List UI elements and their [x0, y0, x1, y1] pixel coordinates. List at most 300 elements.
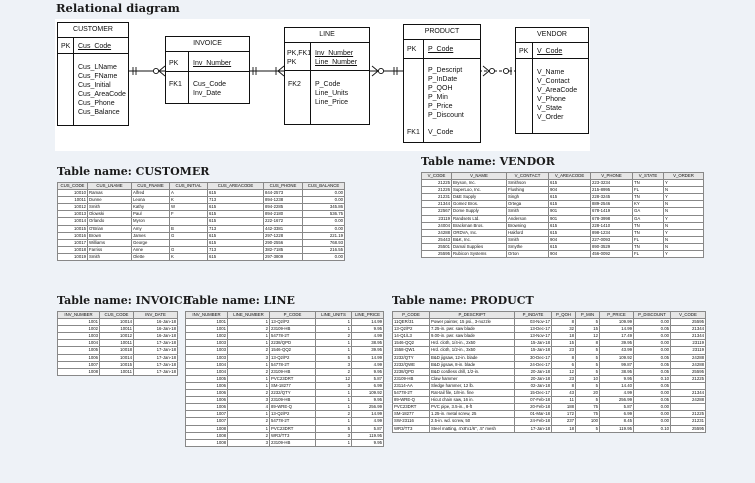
table-row: [186, 404, 384, 411]
table-cell: Dome Supply: [452, 208, 507, 215]
table-cell: 38.95: [352, 340, 384, 347]
table-cell: 6.99: [600, 411, 634, 418]
table-cell: 3: [228, 397, 270, 404]
table-cell: Hrd. cloth, 1/4-in., 2x50: [430, 340, 515, 347]
table-cell: 1: [228, 425, 270, 432]
table-cell: 21226: [422, 187, 452, 194]
table-cell: 456-0092: [591, 251, 633, 258]
invoice-table-heading: Table name: INVOICE: [57, 294, 192, 307]
table-row: [393, 397, 706, 404]
table-cell: Ortega: [507, 201, 549, 208]
table-cell: 14-Q1/L3: [393, 333, 430, 340]
table-cell: 12: [316, 375, 352, 382]
table-cell: 12: [552, 368, 576, 375]
column-header: CUS_CODE: [58, 183, 88, 190]
table-cell: 99.87: [600, 361, 634, 368]
table-cell: 0.00: [303, 197, 345, 204]
table-cell: 713: [208, 225, 264, 232]
attribute: V_Contact: [537, 78, 570, 85]
attribute: V_AreaCode: [537, 87, 578, 94]
table-cell: Orton: [507, 251, 549, 258]
table-cell: 18: [552, 333, 576, 340]
table-cell: 10012: [100, 333, 134, 340]
table-cell: 0.00: [303, 218, 345, 225]
table-cell: Singh: [507, 194, 549, 201]
table-cell: 894-2180: [264, 211, 303, 218]
table-cell: 25595: [671, 425, 706, 432]
table-cell: 5: [576, 354, 600, 361]
table-cell: 10010: [58, 190, 88, 197]
table-cell: 24004: [422, 222, 452, 229]
table-cell: Hicut chain saw, 16 in.: [430, 397, 515, 404]
table-cell: N: [664, 222, 704, 229]
table-cell: 615: [549, 201, 591, 208]
attribute: Cus_Phone: [78, 100, 115, 107]
table-cell: 10014: [100, 354, 134, 361]
table-cell: 23109-HB: [270, 397, 316, 404]
table-cell: 1006: [186, 382, 228, 389]
table-cell: 23119: [422, 215, 452, 222]
column-header: CUS_PHONE: [264, 183, 303, 190]
table-cell: 0.05: [634, 361, 671, 368]
table-cell: 5: [576, 319, 600, 326]
table-row: [186, 326, 384, 333]
product-table: [392, 311, 706, 433]
table-row: [186, 347, 384, 354]
table-cell: 10015: [58, 225, 88, 232]
table-row: [186, 411, 384, 418]
attribute: P_InDate: [428, 76, 458, 83]
table-cell: 1004: [58, 340, 100, 347]
table-row: [393, 340, 706, 347]
table-cell: FL: [633, 187, 664, 194]
table-cell: 17-Jan-18: [134, 368, 178, 375]
column-header: V_ORDER: [664, 173, 704, 180]
table-cell: 1: [316, 439, 352, 446]
customer-table: [57, 182, 345, 261]
table-cell: 2: [228, 432, 270, 439]
table-cell: 2: [228, 326, 270, 333]
table-cell: 290-2556: [264, 239, 303, 246]
table-cell: Rubicon Systems: [452, 251, 507, 258]
table-row: [422, 251, 704, 258]
table-row: [393, 418, 706, 425]
attribute: Cus_AreaCode: [78, 91, 126, 98]
table-cell: Alfred: [132, 190, 170, 197]
column-header: CUS_BALANCE: [303, 183, 345, 190]
table-cell: 442-3381: [264, 225, 303, 232]
table-cell: George: [132, 239, 170, 246]
table-cell: 21231: [671, 418, 706, 425]
table-cell: 14.99: [352, 411, 384, 418]
table-cell: 0.00: [634, 340, 671, 347]
column-header: P_DISCOUNT: [634, 312, 671, 319]
table-cell: Power painter, 15 psi., 3-nozzle: [430, 319, 515, 326]
table-cell: 1008: [58, 368, 100, 375]
table-cell: SW-23116: [393, 418, 430, 425]
table-cell: [170, 239, 208, 246]
fk-label: FK1: [169, 81, 182, 88]
table-cell: 23109-HB: [270, 368, 316, 375]
table-cell: 223-3234: [591, 180, 633, 187]
table-cell: 5.87: [352, 375, 384, 382]
table-cell: N: [664, 201, 704, 208]
table-row: [393, 354, 706, 361]
table-cell: 20-Jan-18: [515, 375, 552, 382]
entity-name: CUSTOMER: [58, 23, 128, 38]
table-cell: Smythe: [507, 243, 549, 250]
table-cell: PVC23DRT: [393, 404, 430, 411]
table-cell: Bryson, Inc.: [452, 180, 507, 187]
table-cell: 1006: [186, 404, 228, 411]
table-cell: 1: [228, 375, 270, 382]
table-cell: 21344: [671, 333, 706, 340]
table-cell: 0.00: [303, 253, 345, 260]
table-cell: 30-Dec-17: [515, 354, 552, 361]
table-cell: Sledge hammer, 12 lb.: [430, 382, 515, 389]
table-cell: 23: [552, 375, 576, 382]
header-row: [393, 312, 706, 319]
table-cell: Brackman Bros.: [452, 222, 507, 229]
table-row: [393, 319, 706, 326]
table-cell: 15-Jan-18: [515, 340, 552, 347]
table-cell: 10: [576, 375, 600, 382]
table-cell: 4: [228, 404, 270, 411]
table-cell: 24288: [422, 229, 452, 236]
table-row: [186, 439, 384, 446]
table-cell: 536.75: [303, 211, 345, 218]
table-cell: Brown: [88, 232, 132, 239]
table-cell: 615: [208, 232, 264, 239]
table-cell: 8: [552, 354, 576, 361]
column-header: P_PRICE: [600, 312, 634, 319]
table-cell: 1: [316, 340, 352, 347]
table-cell: 1001: [186, 319, 228, 326]
table-row: [186, 397, 384, 404]
pk-label: PK,FK1: [287, 50, 312, 57]
table-cell: 713: [208, 246, 264, 253]
table-cell: 10016: [58, 232, 88, 239]
table-cell: 345.86: [303, 204, 345, 211]
column-header: P_CODE: [393, 312, 430, 319]
table-cell: 9.95: [352, 326, 384, 333]
pk-label: PK: [519, 48, 529, 55]
table-cell: 2238/QPD: [270, 340, 316, 347]
table-cell: 215-8995: [591, 187, 633, 194]
table-cell: 1: [228, 382, 270, 389]
table-cell: 0.05: [634, 354, 671, 361]
table-cell: 0.00: [634, 333, 671, 340]
table-cell: 10014: [58, 218, 88, 225]
table-cell: Smith: [507, 236, 549, 243]
column-header: LINE_PRICE: [352, 312, 384, 319]
table-row: [58, 190, 345, 197]
column-header: P_MIN: [576, 312, 600, 319]
attribute: V_Phone: [537, 96, 566, 103]
table-cell: Orlando: [88, 218, 132, 225]
attribute: Line_Price: [315, 99, 349, 106]
table-cell: 2: [316, 411, 352, 418]
product-table-heading: Table name: PRODUCT: [392, 294, 534, 307]
customer-entity: [57, 22, 129, 126]
table-cell: 0.05: [634, 326, 671, 333]
table-cell: 1008: [186, 425, 228, 432]
table-cell: 17.49: [600, 333, 634, 340]
table-cell: 0.10: [634, 375, 671, 382]
table-cell: 22567: [422, 208, 452, 215]
table-cell: 25595: [671, 319, 706, 326]
header-row: [186, 312, 384, 319]
column-header: V_CODE: [671, 312, 706, 319]
table-cell: 678-1419: [591, 208, 633, 215]
table-cell: 8: [576, 340, 600, 347]
table-cell: 75: [576, 404, 600, 411]
table-cell: TN: [633, 243, 664, 250]
table-cell: Myron: [132, 218, 170, 225]
table-cell: 2: [228, 347, 270, 354]
table-cell: PVC pipe, 3.5-in., 8-ft: [430, 404, 515, 411]
table-cell: 0.00: [634, 347, 671, 354]
column-header: P_QOH: [552, 312, 576, 319]
entity-name: INVOICE: [166, 37, 249, 52]
attribute: P_Price: [428, 103, 453, 110]
table-cell: 2: [316, 333, 352, 340]
table-cell: Smith: [507, 208, 549, 215]
table-cell: 14.99: [352, 319, 384, 326]
table-cell: 10011: [58, 197, 88, 204]
table-cell: GA: [633, 215, 664, 222]
table-cell: 1546-QQ2: [393, 340, 430, 347]
table-cell: 10012: [58, 204, 88, 211]
table-row: [393, 382, 706, 389]
column-header: CUS_LNAME: [88, 183, 132, 190]
table-cell: 901: [549, 208, 591, 215]
table-cell: 10011: [100, 326, 134, 333]
table-row: [58, 253, 345, 260]
column-header: V_STATE: [633, 173, 664, 180]
table-cell: 1004: [186, 368, 228, 375]
table-cell: Y: [664, 194, 704, 201]
table-row: [422, 201, 704, 208]
table-cell: 24-Feb-18: [515, 418, 552, 425]
table-row: [58, 218, 345, 225]
table-cell: 38.95: [600, 368, 634, 375]
column-header: CUS_AREACODE: [208, 183, 264, 190]
table-row: [58, 354, 178, 361]
table-cell: 1: [228, 340, 270, 347]
table-cell: 23109-HB: [270, 439, 316, 446]
table-cell: 39.95: [352, 347, 384, 354]
table-cell: 1: [316, 347, 352, 354]
table-cell: 3: [316, 361, 352, 368]
pk-label: PK: [61, 43, 71, 50]
table-row: [58, 347, 178, 354]
table-cell: 0.05: [634, 397, 671, 404]
table-row: [393, 333, 706, 340]
table-cell: 0.10: [634, 425, 671, 432]
table-cell: 3: [228, 354, 270, 361]
column-header: INV_NUMBER: [186, 312, 228, 319]
customer-table-heading: Table name: CUSTOMER: [57, 165, 210, 178]
table-cell: 615: [549, 180, 591, 187]
table-cell: 221.19: [303, 232, 345, 239]
table-cell: 75: [576, 411, 600, 418]
column-header: V_AREACODE: [549, 173, 591, 180]
table-cell: 1005: [186, 375, 228, 382]
table-cell: 1007: [186, 411, 228, 418]
table-cell: 0.00: [634, 404, 671, 411]
table-cell: 1003: [186, 354, 228, 361]
table-cell: 1002: [58, 326, 100, 333]
column-header: CUS_FNAME: [132, 183, 170, 190]
table-cell: 1003: [58, 333, 100, 340]
table-cell: 9.95: [352, 368, 384, 375]
table-cell: 5: [576, 382, 600, 389]
table-cell: GA: [633, 208, 664, 215]
table-cell: 898-1234: [591, 229, 633, 236]
attribute: Cus_Initial: [78, 82, 111, 89]
table-cell: 21225: [671, 375, 706, 382]
table-cell: 25443: [422, 236, 452, 243]
table-cell: SM-18277: [270, 382, 316, 389]
table-cell: 5: [576, 397, 600, 404]
table-cell: 2232/QTY: [393, 354, 430, 361]
entity-name: PRODUCT: [404, 25, 480, 40]
table-cell: N: [664, 187, 704, 194]
table-row: [393, 347, 706, 354]
table-cell: 39.95: [600, 340, 634, 347]
table-cell: 1008: [186, 439, 228, 446]
table-cell: 615: [208, 253, 264, 260]
table-cell: 5: [576, 425, 600, 432]
table-cell: 6.99: [352, 382, 384, 389]
table-cell: Ramas: [88, 190, 132, 197]
table-cell: Randsets Ltd.: [452, 215, 507, 222]
table-cell: 13-Q2/P2: [393, 326, 430, 333]
table-cell: 1002: [186, 333, 228, 340]
table-cell: 21344: [422, 201, 452, 208]
table-cell: 100: [576, 418, 600, 425]
column-header: LINE_NUMBER: [228, 312, 270, 319]
table-cell: 14.40: [600, 382, 634, 389]
table-cell: 17-Jan-18: [515, 425, 552, 432]
table-cell: Rat-tail file, 1/8-in. fine: [430, 390, 515, 397]
table-cell: Paul: [132, 211, 170, 218]
table-cell: 615: [208, 211, 264, 218]
table-cell: 23: [552, 347, 576, 354]
table-cell: [671, 382, 706, 389]
table-cell: 3: [316, 432, 352, 439]
table-row: [186, 368, 384, 375]
table-cell: 13-Q2/P2: [270, 411, 316, 418]
table-cell: 615: [549, 194, 591, 201]
table-cell: B&D cordless drill, 1/2-in.: [430, 368, 515, 375]
table-cell: 713: [208, 197, 264, 204]
table-row: [186, 319, 384, 326]
pk-attribute: Line_Number: [315, 59, 358, 66]
table-cell: 382-7185: [264, 246, 303, 253]
column-header: INV_NUMBER: [58, 312, 100, 319]
table-cell: 904: [549, 251, 591, 258]
table-cell: 615: [208, 239, 264, 246]
table-cell: 1: [228, 333, 270, 340]
table-cell: 02-Jan-18: [515, 382, 552, 389]
table-cell: 2: [228, 418, 270, 425]
table-cell: 615: [208, 218, 264, 225]
pk-attribute: Inv_Number: [193, 60, 232, 67]
table-cell: 89-WRE-Q: [393, 397, 430, 404]
table-row: [422, 208, 704, 215]
table-row: [393, 411, 706, 418]
table-cell: 13-Q2/P2: [270, 319, 316, 326]
table-cell: 5: [316, 354, 352, 361]
table-cell: N: [664, 208, 704, 215]
table-row: [58, 211, 345, 218]
table-cell: 14.99: [352, 354, 384, 361]
table-cell: 10018: [100, 347, 134, 354]
table-cell: Y: [664, 251, 704, 258]
attribute: P_Discount: [428, 112, 464, 119]
table-cell: Kathy: [132, 204, 170, 211]
table-cell: 1: [316, 418, 352, 425]
table-cell: 297-1228: [264, 232, 303, 239]
table-row: [58, 225, 345, 232]
product-entity: [403, 24, 481, 143]
table-cell: 23114-AA: [393, 382, 430, 389]
table-cell: 03-Nov-17: [515, 319, 552, 326]
table-cell: Browning: [507, 222, 549, 229]
table-cell: 9.95: [600, 375, 634, 382]
table-cell: Smith: [88, 253, 132, 260]
table-cell: 25595: [671, 368, 706, 375]
fk-attribute: Cus_Code: [193, 81, 227, 88]
table-cell: G: [170, 232, 208, 239]
table-cell: Steel matting, 4'x8'x1/6", .5" mesh: [430, 425, 515, 432]
table-cell: SM-18277: [393, 411, 430, 418]
table-cell: 1003: [186, 347, 228, 354]
table-cell: 5: [576, 347, 600, 354]
table-cell: 13-Nov-17: [515, 333, 552, 340]
table-cell: 24288: [671, 354, 706, 361]
table-cell: 54778-2T: [270, 418, 316, 425]
table-cell: 16-Jan-18: [134, 319, 178, 326]
table-row: [58, 204, 345, 211]
table-cell: 1008: [186, 432, 228, 439]
table-cell: 3: [316, 382, 352, 389]
table-cell: 0.00: [634, 319, 671, 326]
table-cell: 10019: [58, 253, 88, 260]
line-entity: [284, 27, 370, 125]
table-cell: B&K, Inc.: [452, 236, 507, 243]
table-cell: 21225: [671, 411, 706, 418]
table-row: [422, 236, 704, 243]
table-row: [393, 390, 706, 397]
table-cell: 9.95: [352, 439, 384, 446]
table-row: [58, 239, 345, 246]
table-cell: SuperLoo, Inc.: [452, 187, 507, 194]
table-cell: 222-1672: [264, 218, 303, 225]
table-cell: FL: [633, 251, 664, 258]
table-cell: 13-Q2/P2: [270, 354, 316, 361]
table-cell: James: [132, 232, 170, 239]
table-cell: 15-Dec-17: [515, 390, 552, 397]
column-header: V_NAME: [452, 173, 507, 180]
table-cell: B&D jigsaw, 12-in. blade: [430, 354, 515, 361]
table-row: [422, 187, 704, 194]
table-cell: 4.99: [352, 361, 384, 368]
table-cell: 256.99: [352, 404, 384, 411]
table-row: [422, 222, 704, 229]
